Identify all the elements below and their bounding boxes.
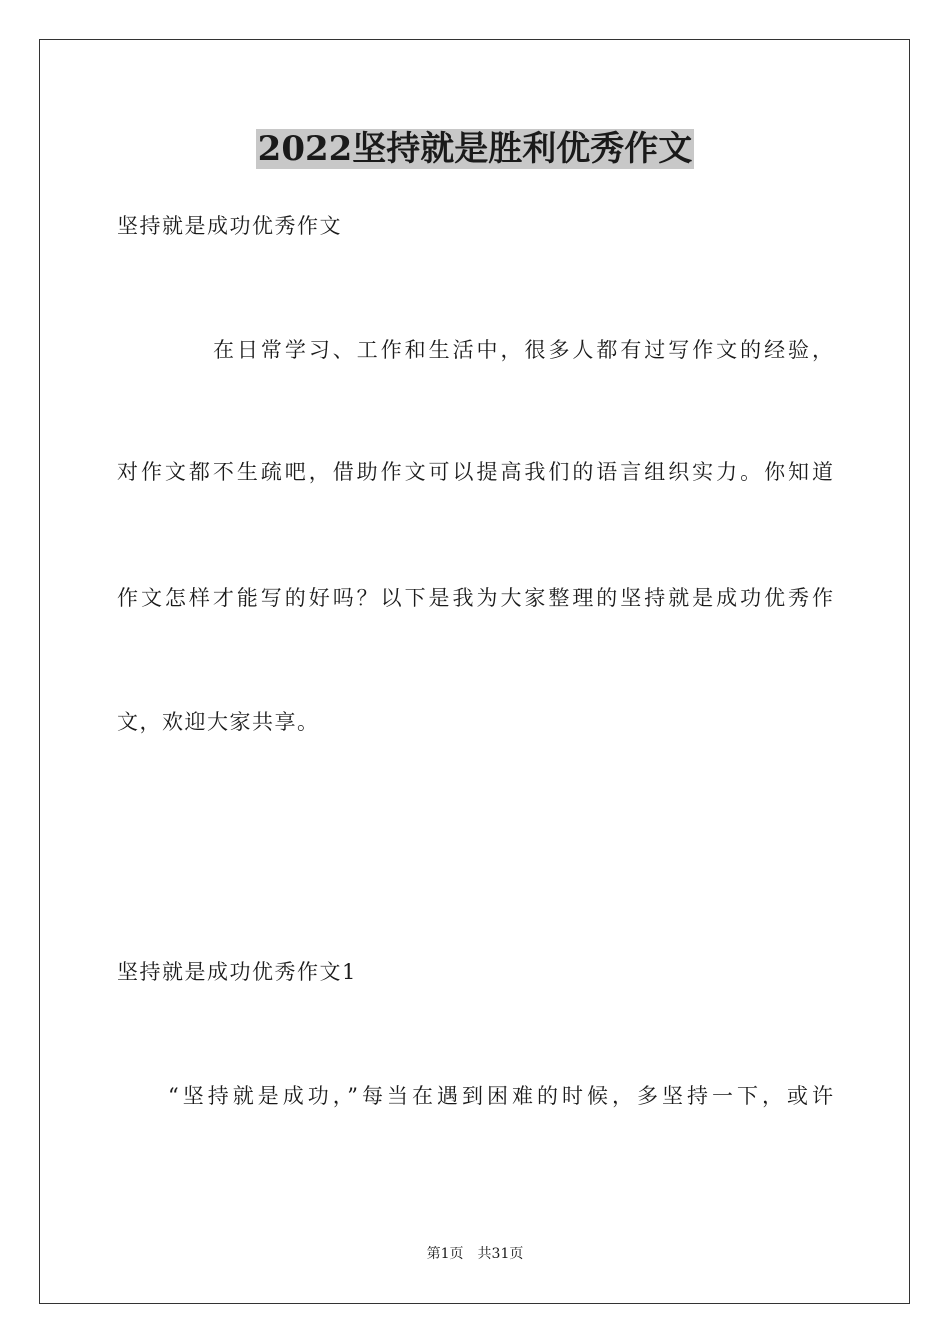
- intro-line-1: 在日常学习、工作和生活中，很多人都有过写作文的经验，: [213, 338, 833, 362]
- section-heading: 坚持就是成功优秀作文1: [117, 960, 357, 984]
- intro-line-2: 对作文都不生疏吧，借助作文可以提高我们的语言组织实力。你知道: [117, 460, 833, 484]
- document-title-text: 2022坚持就是胜利优秀作文: [257, 129, 693, 169]
- document-title: [0, 128, 950, 170]
- intro-line-3: 作文怎样才能写的好吗？以下是我为大家整理的坚持就是成功优秀作: [117, 586, 833, 610]
- page-number: 第1页 共31页: [426, 1246, 524, 1262]
- section-first-line: “坚持就是成功，”每当在遇到困难的时候，多坚持一下，或许: [168, 1084, 833, 1108]
- intro-line-4: 文，欢迎大家共享。: [117, 710, 320, 734]
- document-subtitle: 坚持就是成功优秀作文: [117, 214, 342, 238]
